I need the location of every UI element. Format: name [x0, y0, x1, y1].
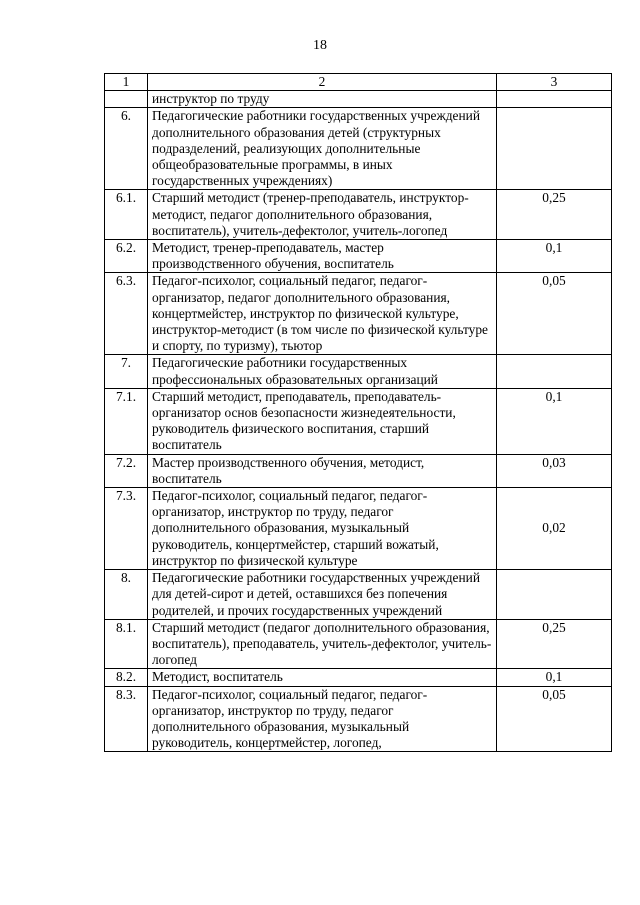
table-header-row	[105, 74, 612, 91]
row-text: Мастер производственного обучения, методист, воспитатель	[148, 454, 497, 487]
table-row	[105, 273, 612, 355]
row-value	[497, 570, 612, 620]
row-number: 7.2.	[105, 454, 148, 487]
row-number	[105, 91, 148, 108]
row-value: 0,05	[497, 686, 612, 752]
row-value: 0,25	[497, 619, 612, 669]
row-text: Педагогические работники государственных учреждений дополнительного образования детей (структурных подразделений, реализующих дополнительные общеобразовательные программы, в иных государственных учреждениях)	[148, 108, 497, 190]
row-number: 6.	[105, 108, 148, 190]
table-row	[105, 355, 612, 388]
row-text: Старший методист (педагог дополнительного образования, воспитатель), преподаватель, учитель-дефектолог, учитель-логопед	[148, 619, 497, 669]
row-number: 7.1.	[105, 388, 148, 454]
row-number: 6.1.	[105, 190, 148, 240]
table-row	[105, 108, 612, 190]
row-number: 8.1.	[105, 619, 148, 669]
row-number: 6.3.	[105, 273, 148, 355]
column-header: 3	[497, 74, 612, 91]
table-row	[105, 388, 612, 454]
row-number: 8.2.	[105, 669, 148, 686]
row-value: 0,25	[497, 190, 612, 240]
row-text: Педагог-психолог, социальный педагог, педагог-организатор, педагог дополнительного образования, концертмейстер, инструктор по физической культуре, инструктор-методист (в том числе по физической культуре и спорту, по туризму), тьютор	[148, 273, 497, 355]
table-row	[105, 619, 612, 669]
coefficients-table	[104, 73, 612, 752]
row-value	[497, 91, 612, 108]
column-header: 2	[148, 74, 497, 91]
row-text: инструктор по труду	[148, 91, 497, 108]
row-value: 0,1	[497, 240, 612, 273]
row-text: Педагогические работники государственных учреждений для детей-сирот и детей, оставшихся без попечения родителей, и прочих государственных учреждений	[148, 570, 497, 620]
row-value	[497, 108, 612, 190]
table-row	[105, 190, 612, 240]
row-value: 0,1	[497, 669, 612, 686]
row-text: Методист, тренер-преподаватель, мастер производственного обучения, воспитатель	[148, 240, 497, 273]
table-row	[105, 91, 612, 108]
row-text: Педагог-психолог, социальный педагог, педагог-организатор, инструктор по труду, педагог дополнительного образования, музыкальный руководитель, концертмейстер, логопед,	[148, 686, 497, 752]
table-row	[105, 686, 612, 752]
row-value: 0,05	[497, 273, 612, 355]
row-text: Старший методист (тренер-преподаватель, инструктор-методист, педагог дополнительного образования, воспитатель), учитель-дефектолог, учитель-логопед	[148, 190, 497, 240]
row-number: 7.3.	[105, 488, 148, 570]
row-number: 8.3.	[105, 686, 148, 752]
column-header: 1	[105, 74, 148, 91]
row-value: 0,1	[497, 388, 612, 454]
row-number: 8.	[105, 570, 148, 620]
table-row	[105, 240, 612, 273]
table-row	[105, 488, 612, 570]
row-text: Педагог-психолог, социальный педагог, педагог-организатор, инструктор по труду, педагог дополнительного образования, музыкальный руководитель, концертмейстер, старший вожатый, инструктор по физической культуре	[148, 488, 497, 570]
row-number: 7.	[105, 355, 148, 388]
table-row	[105, 669, 612, 686]
table-row	[105, 454, 612, 487]
row-text: Старший методист, преподаватель, преподаватель-организатор основ безопасности жизнедеятельности, руководитель физического воспитания, старший воспитатель	[148, 388, 497, 454]
row-number: 6.2.	[105, 240, 148, 273]
row-text: Методист, воспитатель	[148, 669, 497, 686]
row-value: 0,03	[497, 454, 612, 487]
row-value	[497, 355, 612, 388]
page-number: 18	[313, 38, 327, 53]
table-row	[105, 570, 612, 620]
row-value: 0,02	[497, 488, 612, 570]
row-text: Педагогические работники государственных профессиональных образовательных организаций	[148, 355, 497, 388]
